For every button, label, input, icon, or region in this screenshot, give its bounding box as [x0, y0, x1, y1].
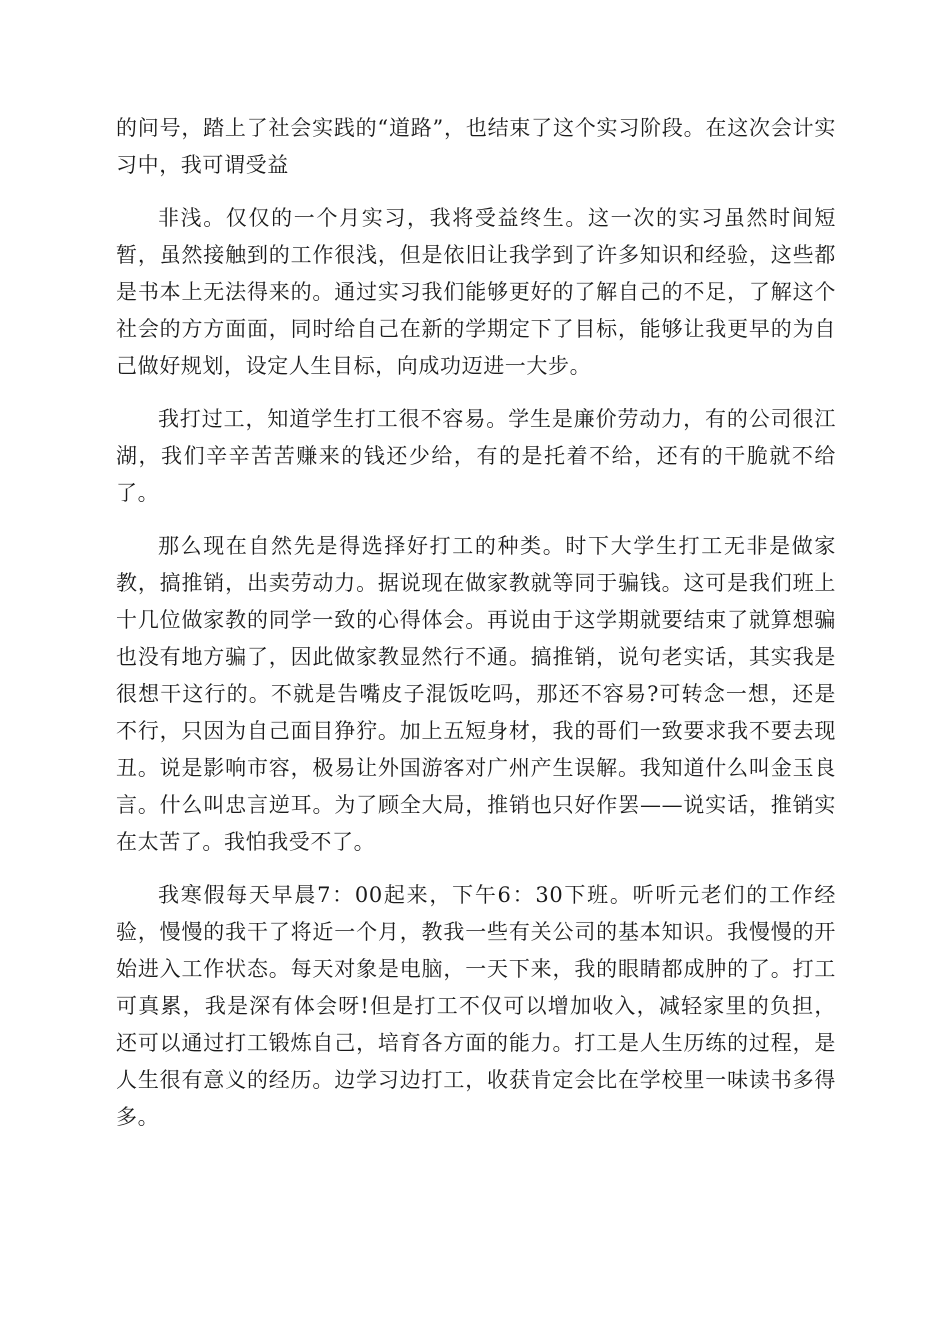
paragraph-5: 我寒假每天早晨7：00起来，下午6：30下班。听听元老们的工作经验，慢慢的我干了将近一个月，教我一些有关公司的基本知识。我慢慢的开始进入工作状态。每天对象是电脑，一天下来，我的眼睛都成肿的了。打工可真累，我是深有体会呀!但是打工不仅可以增加收入，减轻家里的负担，还可以通过打工锻炼自己，培育各方面的能力。打工是人生历练的过程，是人生很有意义的经历。边学习边打工，收获肯定会比在学校里一味读书多得多。 [116, 883, 836, 1129]
document-body [116, 110, 836, 1152]
paragraph-2: 非浅。仅仅的一个月实习，我将受益终生。这一次的实习虽然时间短暂，虽然接触到的工作很浅，但是依旧让我学到了许多知识和经验，这些都是书本上无法得来的。通过实习我们能够更好的了解自己的不足，了解这个社会的方方面面，同时给自己在新的学期定下了目标，能够让我更早的为自己做好规划，设定人生目标，向成功迈进一大步。 [116, 206, 836, 378]
paragraph-4: 那么现在自然先是得选择好打工的种类。时下大学生打工无非是做家教，搞推销，出卖劳动力。据说现在做家教就等同于骗钱。这可是我们班上十几位做家教的同学一致的心得体会。再说由于这学期就要结束了就算想骗也没有地方骗了，因此做家教显然行不通。搞推销，说句老实话，其实我是很想干这行的。不就是告嘴皮子混饭吃吗，那还不容易?可转念一想，还是不行，只因为自己面目狰狞。加上五短身材，我的哥们一致要求我不要去现丑。说是影响市容，极易让外国游客对广州产生误解。我知道什么叫金玉良言。什么叫忠言逆耳。为了顾全大局，推销也只好作罢——说实话，推销实在太苦了。我怕我受不了。 [116, 534, 836, 854]
paragraph-1: 的问号，踏上了社会实践的“道路”，也结束了这个实习阶段。在这次会计实习中，我可谓受益 [116, 116, 836, 177]
paragraph-3: 我打过工，知道学生打工很不容易。学生是廉价劳动力，有的公司很江湖，我们辛辛苦苦赚来的钱还少给，有的是托着不给，还有的干脆就不给了。 [116, 407, 836, 505]
